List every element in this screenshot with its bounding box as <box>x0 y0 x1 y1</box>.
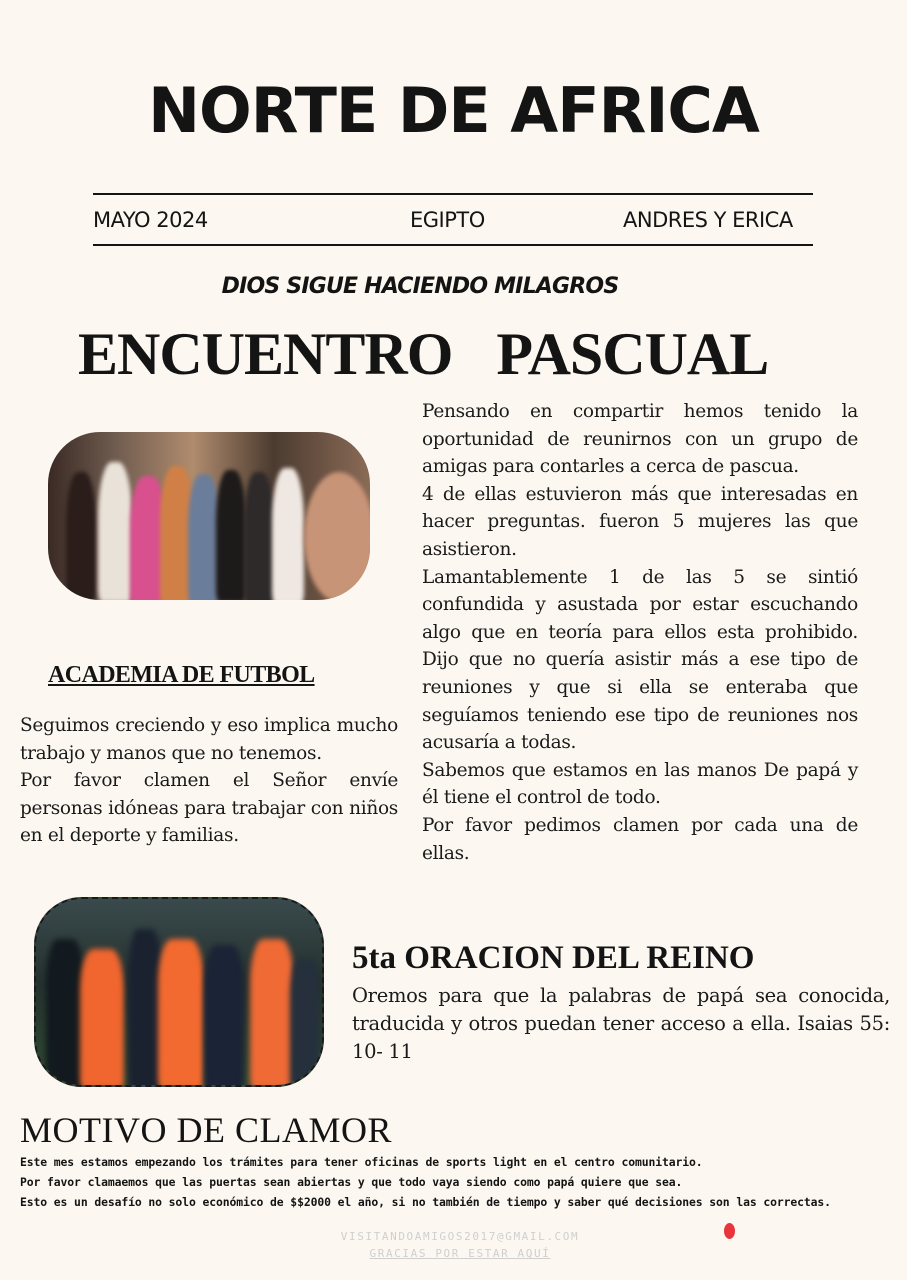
academia-paragraph: Por favor clamen el Señor envíe personas idóneas para trabajar con niños en el deporte y familias. <box>20 770 398 847</box>
encuentro-paragraph: Pensando en compartir hemos tenido la oportunidad de reunirnos con un grupo de amigas para contarles a cerca de pascua. <box>422 401 858 478</box>
headline: ENCUENTRO PASCUAL <box>78 321 769 387</box>
group-photo <box>48 432 370 600</box>
footer-email[interactable]: VISITANDOAMIGOS2017@GMAIL.COM <box>340 1230 580 1243</box>
clamor-paragraph: Este mes estamos empezando los trámites para tener oficinas de sports light en el centro comunitario. <box>20 1155 703 1169</box>
kicker: DIOS SIGUE HACIENDO MILAGROS <box>221 274 619 299</box>
issue-authors: ANDRES Y ERICA <box>623 208 793 232</box>
encuentro-paragraph: Sabemos que estamos en las manos De papá y él tiene el control de todo. <box>422 759 858 809</box>
encuentro-paragraph: Por favor pedimos clamen por cada una de ellas. <box>422 814 858 864</box>
issue-country: EGIPTO <box>410 208 485 232</box>
encuentro-paragraph: Lamantablemente 1 de las 5 se sintió confundida y asustada por estar escuchando algo que en teoría para ellos esta prohibido. Dijo que no quería asistir más a ese tipo de reuniones y que si ella se enteraba que seguíamos teniendo ese tipo de reuniones nos acusaría a todas. <box>422 566 858 754</box>
clamor-title: MOTIVO DE CLAMOR <box>20 1110 392 1150</box>
clamor-paragraph: Por favor clamaemos que las puertas sean abiertas y que todo vaya siendo como papá quiere que sea. <box>20 1175 683 1189</box>
encuentro-article <box>422 398 858 867</box>
footer-thanks: GRACIAS POR ESTAR AQUÍ <box>369 1247 551 1260</box>
encuentro-paragraph: 4 de ellas estuvieron más que interesadas en hacer preguntas. fueron 5 mujeres las que asistieron. <box>422 483 858 560</box>
clamor-paragraph: Esto es un desafío no solo económico de $$2000 el año, si no también de tiempo y saber qué decisiones son las correctas. <box>20 1195 831 1209</box>
top-rule <box>93 193 813 195</box>
newsletter-title: NORTE DE AFRICA <box>148 74 759 147</box>
academia-title: ACADEMIA DE FUTBOL <box>48 662 315 688</box>
football-photo <box>34 897 324 1087</box>
academia-article <box>20 712 398 850</box>
academia-paragraph: Seguimos creciendo y eso implica mucho trabajo y manos que no tenemos. <box>20 715 398 764</box>
oracion-title: 5ta ORACION DEL REINO <box>352 940 755 976</box>
bottom-rule <box>93 244 813 246</box>
oracion-text: Oremos para que la palabras de papá sea conocida, traducida y otros puedan tener acceso a ella. Isaias 55: 10- 11 <box>352 984 890 1063</box>
clamor-text <box>20 1152 892 1212</box>
issue-date: MAYO 2024 <box>93 208 208 232</box>
red-dot-marker <box>724 1223 735 1239</box>
